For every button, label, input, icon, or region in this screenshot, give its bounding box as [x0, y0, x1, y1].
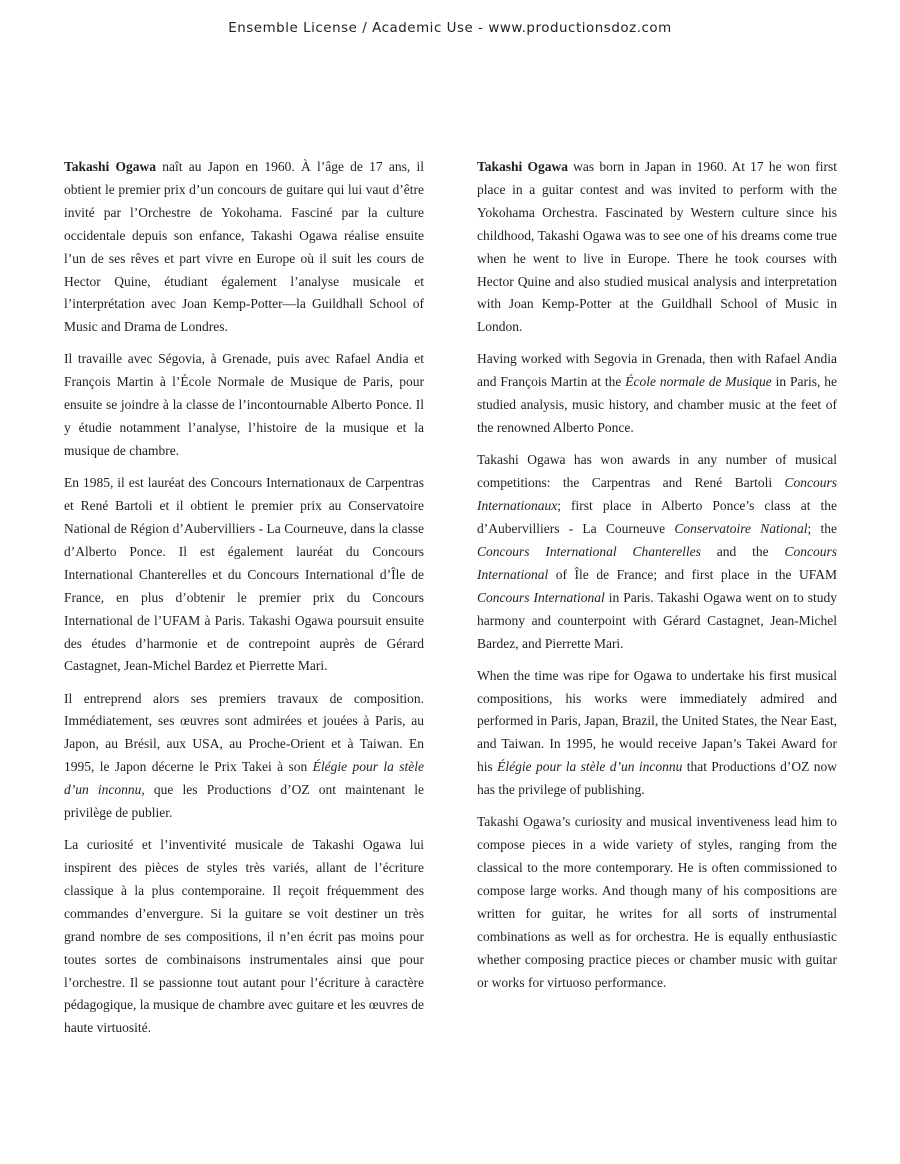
- paragraph-text: When the time was ripe for Ogawa to undertake his first musical compositions, his works were immediately admired and performed in Paris, Japan, Brazil, the United States, the Near East, and Taiwan. In 1995, he would receive Japan’s Takei Award for his: [477, 667, 837, 775]
- composer-name: Takashi Ogawa: [477, 159, 568, 174]
- english-paragraph-5: Takashi Ogawa’s curiosity and musical inventiveness lead him to compose pieces in a wide variety of styles, ranging from the classical to the more contemporary. He is often commissioned to compose large works. And though many of his compositions are written for guitar, he writes for all sorts of instrumental combinations as well as for orchestra. He is equally enthusiastic whether composing practice pieces or chamber music with guitar or works for virtuoso performance.: [477, 814, 837, 990]
- page-header: Ensemble License / Academic Use - www.productionsdoz.com: [228, 21, 672, 36]
- paragraph-text: that Productions d’OZ now has the privilege of publishing.: [477, 759, 837, 798]
- french-paragraph-4: [64, 688, 424, 825]
- paragraph-text: in Paris, he studied analysis, music history, and chamber music at the feet of the renowned Alberto Ponce.: [477, 374, 838, 436]
- french-paragraph-2: Il travaille avec Ségovia, à Grenade, puis avec Rafael Andia et François Martin à l’École Normale de Musique de Paris, pour ensuite se joindre à la classe de l’incontournable Alberto Ponce. Il y étudie notamment l’analyse, l’histoire de la musique et la musique de chambre.: [64, 351, 424, 459]
- school-name: École normale de Musique: [625, 374, 772, 390]
- paragraph-text: and the: [700, 543, 785, 559]
- french-paragraph-5: La curiosité et l’inventivité musicale de Takashi Ogawa lui inspirent des pièces de styles très variés, allant de l’écriture classique à la plus contemporaine. Il reçoit fréquemment des commandes d’envergure. Si la guitare se voit destiner un très grand nombre de ses compositions, il n’en écrit pas moins pour toutes sortes de combinaisons instrumentales ainsi que pour l’orchestre. Il se passionne tout autant pour l’écriture à caractère pédagogique, la musique de chambre avec guitare et les œuvres de haute virtuosité.: [64, 837, 424, 1036]
- french-paragraph-1: [64, 156, 424, 339]
- conservatory-name: Conservatoire National: [674, 520, 808, 536]
- english-paragraph-3: [477, 449, 837, 655]
- french-biography-column: [64, 156, 424, 1049]
- work-title: Élégie pour la stèle d’un inconnu: [64, 759, 424, 798]
- composer-name: Takashi Ogawa: [64, 159, 157, 174]
- paragraph-text: , que les Productions d’OZ ont maintenant le privilège de publier.: [64, 782, 424, 821]
- english-paragraph-2: [477, 348, 837, 440]
- work-title: Élégie pour la stèle d’un inconnu: [497, 759, 683, 775]
- paragraph-text: in Paris. Takashi Ogawa went on to study harmony and counterpoint with Gérard Castagnet, Jean-Michel Bardez, and Pierrette Mari.: [477, 589, 838, 651]
- english-paragraph-4: [477, 665, 837, 802]
- paragraph-text: Having worked with Segovia in Grenada, then with Rafael Andia and François Martin at the: [477, 351, 837, 390]
- english-paragraph-1: [477, 156, 837, 339]
- paragraph-text: ; first place in Alberto Ponce’s class at the d’Aubervilliers - La Courneuve: [477, 498, 837, 536]
- competition-name: Concours International Chanterelles: [477, 543, 701, 559]
- french-paragraph-3: En 1985, il est lauréat des Concours Internationaux de Carpentras et René Bartoli et il obtient le premier prix au Conservatoire National de Région d’Aubervilliers - La Courneuve, dans la classe d’Alberto Ponce. Il est également lauréat du Concours International Chanterelles et du Concours International d’Île de France, en plus d’obtenir le premier prix du Concours International de l’UFAM à Paris. Takashi Ogawa poursuit ensuite des études d’harmonie et de contrepoint auprès de Gérard Castagnet, Jean-Michel Bardez et Pierrette Mari.: [64, 475, 424, 674]
- english-biography-column: [477, 156, 837, 1004]
- paragraph-text: Takashi Ogawa has won awards in any number of musical competitions: the Carpentras and René Bartoli: [477, 452, 837, 491]
- competition-name: Concours International: [477, 589, 605, 605]
- paragraph-text: of Île de France; and first place in the UFAM: [548, 566, 837, 582]
- paragraph-text: ; the: [807, 520, 837, 536]
- paragraph-text: Il entreprend alors ses premiers travaux de composition. Immédiatement, ses œuvres sont admirées et jouées à Paris, au Japon, au Brésil, aux USA, au Proche-Orient et à Taiwan. En 1995, le Japon décerne le Prix Takei à son: [64, 690, 424, 775]
- paragraph-text: naît au Japon en 1960. À l’âge de 17 ans, il obtient le premier prix d’un concours de guitare qui lui vaut d’être invité par l’Orchestre de Yokohama. Fasciné par la culture occidentale depuis son enfance, Takashi Ogawa réalise ensuite l’un de ses rêves et part vivre en Europe où il suit les cours de Hector Quine, étudiant également l’analyse musicale et l’interprétation avec Joan Kemp-Potter—la Guildhall School of Music and Drama de Londres.: [64, 159, 424, 335]
- competition-name: Concours International: [477, 543, 837, 582]
- competition-name: Concours Internationaux: [477, 475, 837, 514]
- paragraph-text: was born in Japan in 1960. At 17 he won first place in a guitar contest and was invited to perform with the Yokohama Orchestra. Fascinated by Western culture since his childhood, Takashi Ogawa was to see one of his dreams come true when he went to live in Europe. There he took courses with Hector Quine and also studied musical analysis and interpretation with Joan Kemp-Potter at the Guildhall School of Music in London.: [477, 159, 837, 335]
